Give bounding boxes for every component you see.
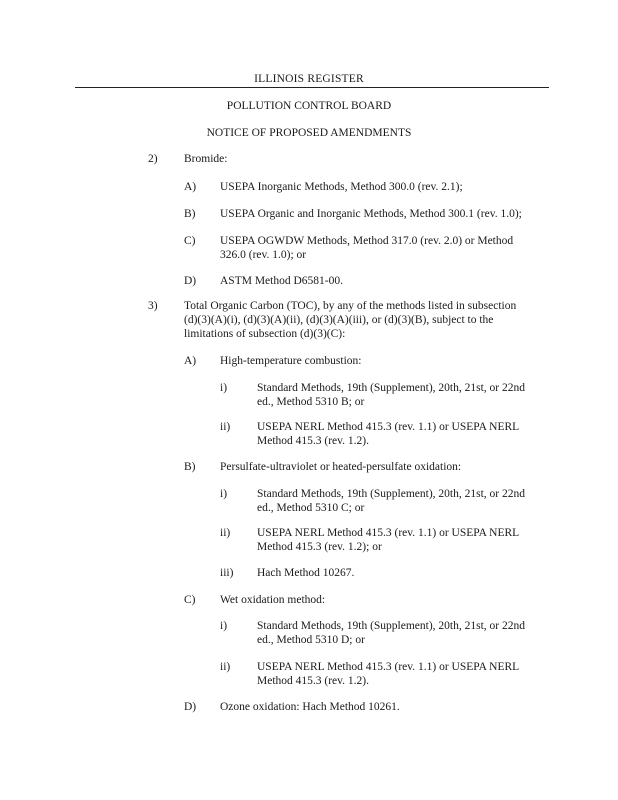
sub-text: Persulfate-ultraviolet or heated-persulfate oxidation:	[220, 461, 462, 473]
sub-label: D)	[184, 701, 197, 713]
sub-label: D)	[184, 275, 197, 287]
subsub-label: ii)	[220, 661, 231, 673]
sub-text: ASTM Method D6581-00.	[220, 275, 343, 287]
subsub-text-line2: Method 415.3 (rev. 1.2); or	[257, 541, 382, 553]
subsub-text-line1: Standard Methods, 19th (Supplement), 20th, 21st, or 22nd	[257, 488, 525, 500]
subsub-label: i)	[220, 382, 228, 394]
sub-text: USEPA Organic and Inorganic Methods, Method 300.1 (rev. 1.0);	[220, 208, 522, 220]
header-rule	[75, 87, 549, 88]
notice-title: NOTICE OF PROPOSED AMENDMENTS	[206, 127, 412, 139]
subsub-text-line2: Method 415.3 (rev. 1.2).	[257, 675, 369, 687]
sub-text: Ozone oxidation: Hach Method 10261.	[220, 701, 400, 713]
register-title: ILLINOIS REGISTER	[254, 73, 364, 85]
subsub-text-line1: USEPA NERL Method 415.3 (rev. 1.1) or USEPA NERL	[257, 421, 520, 433]
subsub-text-line1: Standard Methods, 19th (Supplement), 20th, 21st, or 22nd	[257, 620, 525, 632]
subsub-text-line2: Method 415.3 (rev. 1.2).	[257, 435, 369, 447]
subsub-label: iii)	[220, 567, 234, 579]
subsub-label: ii)	[220, 527, 231, 539]
sub-text: USEPA Inorganic Methods, Method 300.0 (rev. 2.1);	[220, 181, 463, 193]
subsub-text-line1: USEPA NERL Method 415.3 (rev. 1.1) or USEPA NERL	[257, 527, 520, 539]
item-text-line1: Total Organic Carbon (TOC), by any of the methods listed in subsection	[184, 300, 517, 312]
item-text-line3: limitations of subsection (d)(3)(C):	[184, 328, 346, 340]
sub-label: C)	[184, 594, 196, 606]
sub-label: A)	[184, 181, 197, 193]
subsub-label: i)	[220, 488, 228, 500]
subsub-label: ii)	[220, 421, 231, 433]
item-text: Bromide:	[184, 153, 228, 165]
subsub-text-line2: ed., Method 5310 D; or	[257, 634, 365, 646]
subsub-text-line2: ed., Method 5310 B; or	[257, 396, 365, 408]
sub-label: C)	[184, 235, 196, 247]
subsub-text-line2: ed., Method 5310 C; or	[257, 502, 365, 514]
sub-text-line1: USEPA OGWDW Methods, Method 317.0 (rev. 2.0) or Method	[220, 235, 514, 247]
sub-text: Wet oxidation method:	[220, 594, 326, 606]
sub-label: A)	[184, 355, 197, 367]
item-number: 3)	[148, 300, 158, 312]
sub-text: High-temperature combustion:	[220, 355, 362, 367]
subsub-text: Hach Method 10267.	[257, 567, 355, 579]
subsub-text-line1: USEPA NERL Method 415.3 (rev. 1.1) or USEPA NERL	[257, 661, 520, 673]
subsub-text-line1: Standard Methods, 19th (Supplement), 20th, 21st, or 22nd	[257, 382, 525, 394]
sub-label: B)	[184, 208, 196, 220]
sub-text-line2: 326.0 (rev. 1.0); or	[220, 249, 307, 261]
item-text-line2: (d)(3)(A)(i), (d)(3)(A)(ii), (d)(3)(A)(iii), or (d)(3)(B), subject to the	[184, 314, 494, 326]
board-title: POLLUTION CONTROL BOARD	[226, 100, 392, 112]
item-number: 2)	[148, 153, 158, 165]
subsub-label: i)	[220, 620, 228, 632]
sub-label: B)	[184, 461, 196, 473]
